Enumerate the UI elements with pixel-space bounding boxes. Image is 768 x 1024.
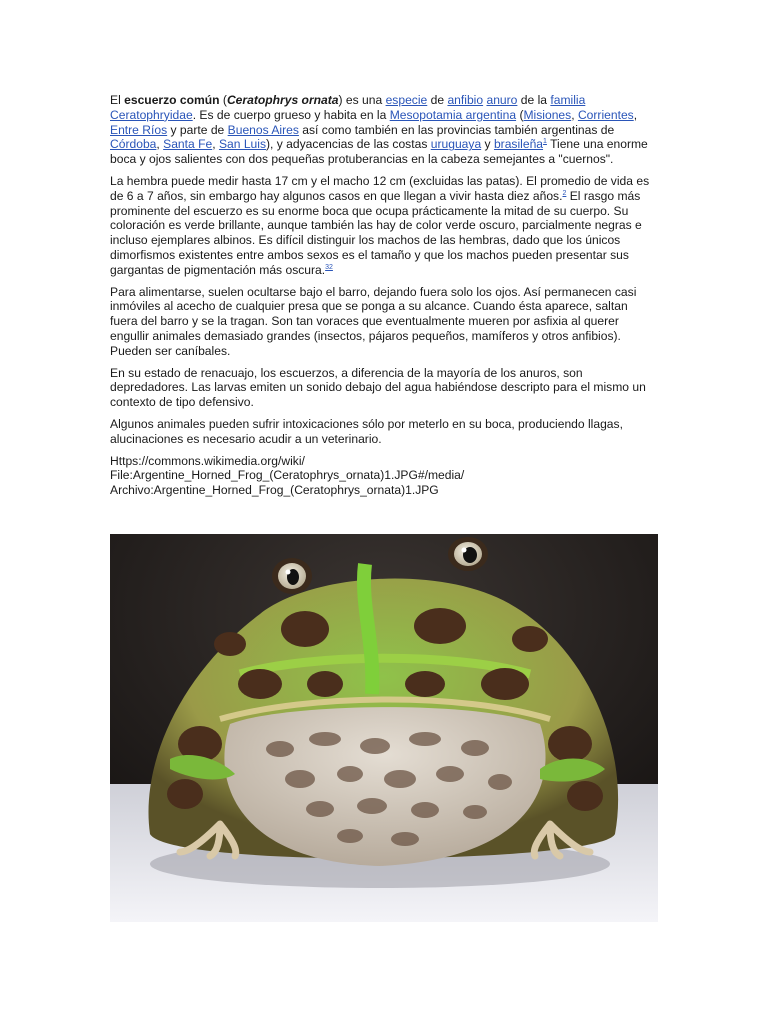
reference-link-32[interactable]: 32: [325, 263, 333, 271]
text: . Es de cuerpo grueso y habita en la: [192, 107, 390, 122]
frog-left-eye: [272, 558, 312, 594]
bold-scientific-name: Ceratophrys ornata: [226, 93, 339, 107]
text: y parte de: [167, 122, 228, 137]
text: El: [110, 93, 125, 107]
text: de: [427, 93, 448, 107]
link-anfibio[interactable]: anfibio: [447, 93, 484, 107]
paragraph-tadpole: En su estado de renacuajo, los escuerzos, a diferencia de la mayoría de los anuros, son depredadores. Las larvas emiten un sonido debajo del agua habiéndose descripto para el mismo un contexto de tipo defensivo.: [110, 365, 646, 410]
text: (: [219, 93, 227, 107]
image-source-url: [110, 454, 658, 498]
source-line-3: Archivo:Argentine_Horned_Frog_(Ceratophrys_ornata)1.JPG: [110, 483, 439, 498]
link-familia[interactable]: familia: [550, 93, 586, 107]
link-corrientes[interactable]: Corrientes: [577, 107, 634, 122]
link-anuro[interactable]: anuro: [486, 93, 518, 107]
paragraph-feeding: Para alimentarse, suelen ocultarse bajo el barro, dejando fuera solo los ojos. Así permanecen casi inmóviles al acecho de cualquier presa que se ponga a su alcance. Cuando ésta aparece, saltan fuera del barro y se la tragan. Son tan voraces que eventualmente mueren por asfixia al querer engullir animales demasiado grandes (insectos, pájaros pequeños, mamíferos y otros anfibios). Pueden ser caníbales.: [110, 284, 637, 358]
link-san-luis[interactable]: San Luis: [218, 137, 267, 152]
text: ,: [156, 137, 164, 152]
text: ) es una: [338, 93, 386, 107]
text: La hembra puede medir hasta 17 cm y el macho 12 cm (excluidas las patas). El promedio de vida es de 6 a 7 años, sin embargo hay algunos casos en que llegan a vivir hasta diez años.: [110, 173, 650, 203]
text: Tiene una enorme boca y ojos salientes con dos pequeñas protuberancias en la cabeza semejantes a "cuernos".: [110, 137, 648, 167]
link-mesopotamia[interactable]: Mesopotamia argentina: [389, 107, 517, 122]
frog-right-eye: [448, 537, 488, 571]
text: (: [516, 107, 524, 122]
source-line-1: Https://commons.wikimedia.org/wiki/: [110, 453, 305, 468]
link-entre-rios[interactable]: Entre Ríos: [110, 122, 168, 137]
link-buenos-aires[interactable]: Buenos Aires: [227, 122, 299, 137]
horned-frog-photo: [110, 534, 658, 922]
bold-common-name: escuerzo común: [124, 93, 220, 107]
text: de la: [517, 93, 551, 107]
link-uruguaya[interactable]: uruguaya: [430, 137, 482, 152]
link-santa-fe[interactable]: Santa Fe: [163, 137, 213, 152]
source-line-2: File:Argentine_Horned_Frog_(Ceratophrys_ornata)1.JPG#/media/: [110, 468, 465, 483]
reference-link-2[interactable]: 2: [562, 189, 567, 197]
link-cordoba[interactable]: Córdoba: [110, 137, 157, 152]
text: ), y adyacencias de las costas: [266, 137, 431, 152]
link-especie[interactable]: especie: [385, 93, 428, 107]
frog-illustration: [110, 534, 658, 922]
text: ,: [212, 137, 219, 152]
text: El rasgo más prominente del escuerzo es su enorme boca que ocupa prácticamente la mitad de su cuerpo. Su coloración es verde brillante, aunque también las hay de color verde oscuro, parcialmente negras e incluso ejemplares albinos. Es difícil distinguir los machos de las hembras, dado que los únicos dimorfismos existentes entre ambos sexos es el tamaño y que los machos pueden presentar sus gargantas de pigmentación más oscura.: [110, 188, 642, 277]
article-body: [110, 93, 658, 498]
link-ceratophryidae[interactable]: Ceratophryidae: [110, 107, 193, 122]
text: ,: [633, 107, 638, 122]
paragraph-description: [110, 174, 658, 278]
text: y: [481, 137, 494, 152]
text: ,: [571, 107, 578, 122]
paragraph-toxicity: Algunos animales pueden sufrir intoxicaciones sólo por meterlo en su boca, produciendo llagas, alucinaciones es necesario acudir a un veterinario.: [110, 416, 623, 446]
reference-link-1[interactable]: 1: [543, 138, 547, 146]
paragraph-intro: [110, 93, 658, 167]
text: así como también en las provincias también argentinas de: [298, 122, 615, 137]
link-brasilena[interactable]: brasileña: [493, 137, 544, 152]
link-misiones[interactable]: Misiones: [523, 107, 572, 122]
